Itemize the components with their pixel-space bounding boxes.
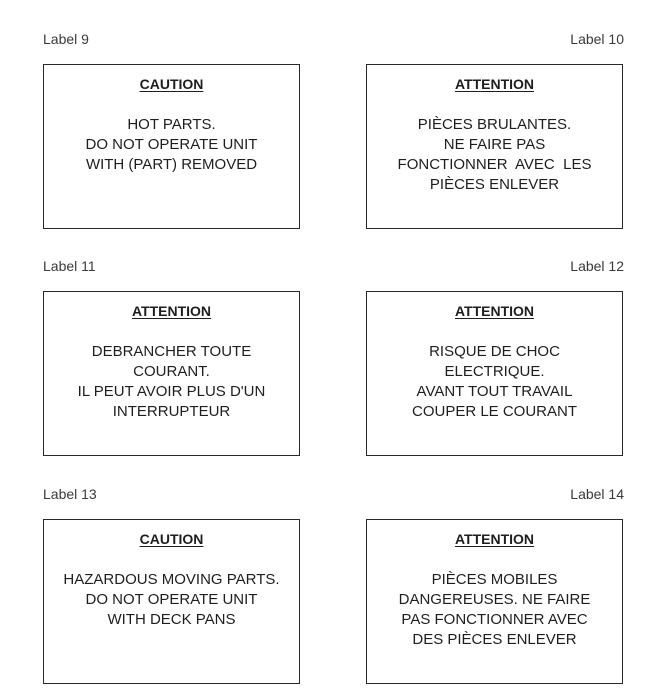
- label-13-box: [43, 519, 300, 684]
- label-9-line-1: HOT PARTS.: [127, 116, 216, 133]
- label-9-line-2: DO NOT OPERATE UNIT: [85, 136, 258, 153]
- label-9-heading: CAUTION: [139, 76, 204, 92]
- label-10-heading: ATTENTION: [454, 76, 535, 92]
- label-14-line-1: PIÈCES MOBILES: [431, 571, 558, 588]
- label-14-box: [366, 519, 623, 684]
- label-12-caption: Label 12: [570, 258, 624, 274]
- label-12-line-1: RISQUE DE CHOC: [429, 343, 560, 360]
- label-9-line-3: WITH (PART) REMOVED: [85, 156, 258, 173]
- label-11-line-3: IL PEUT AVOIR PLUS D'UN: [77, 383, 266, 400]
- label-10-caption: Label 10: [570, 31, 624, 47]
- label-12-line-2: ELECTRIQUE.: [444, 363, 545, 380]
- label-10-text: [367, 115, 622, 195]
- label-12-box: [366, 291, 623, 456]
- label-10-line-3: FONCTIONNER AVEC LES: [397, 156, 592, 173]
- label-11-caption: Label 11: [43, 258, 96, 274]
- label-12-line-3: AVANT TOUT TRAVAIL: [416, 383, 573, 400]
- label-14-line-2: DANGEREUSES. NE FAIRE: [398, 591, 591, 608]
- label-11-box: [43, 291, 300, 456]
- label-13-caption: Label 13: [43, 486, 97, 502]
- label-9-box: [43, 64, 300, 229]
- label-10-line-1: PIÈCES BRULANTES.: [417, 116, 572, 133]
- label-13-line-2: DO NOT OPERATE UNIT: [85, 591, 258, 608]
- label-10-line-4: PIÈCES ENLEVER: [429, 176, 560, 193]
- label-12-heading: ATTENTION: [454, 303, 535, 319]
- label-11-heading: ATTENTION: [131, 303, 212, 319]
- label-11-line-2: COURANT.: [133, 363, 210, 380]
- label-14-line-4: DES PIÈCES ENLEVER: [412, 631, 577, 648]
- label-13-heading: CAUTION: [139, 531, 204, 547]
- label-12-line-4: COUPER LE COURANT: [411, 403, 578, 420]
- label-13-line-3: WITH DECK PANS: [107, 611, 236, 628]
- label-13-line-1: HAZARDOUS MOVING PARTS.: [63, 571, 280, 588]
- label-11-line-1: DEBRANCHER TOUTE: [91, 343, 252, 360]
- label-11-text: [44, 342, 299, 422]
- label-12-text: [367, 342, 622, 422]
- label-9-text: [44, 115, 299, 175]
- label-14-heading: ATTENTION: [454, 531, 535, 547]
- label-14-caption: Label 14: [570, 486, 624, 502]
- label-14-line-3: PAS FONCTIONNER AVEC: [401, 611, 588, 628]
- label-10-line-2: NE FAIRE PAS: [443, 136, 546, 153]
- label-11-line-4: INTERRUPTEUR: [112, 403, 231, 420]
- label-9-caption: Label 9: [43, 31, 89, 47]
- label-10-box: [366, 64, 623, 229]
- label-14-text: [367, 570, 622, 650]
- label-13-text: [44, 570, 299, 630]
